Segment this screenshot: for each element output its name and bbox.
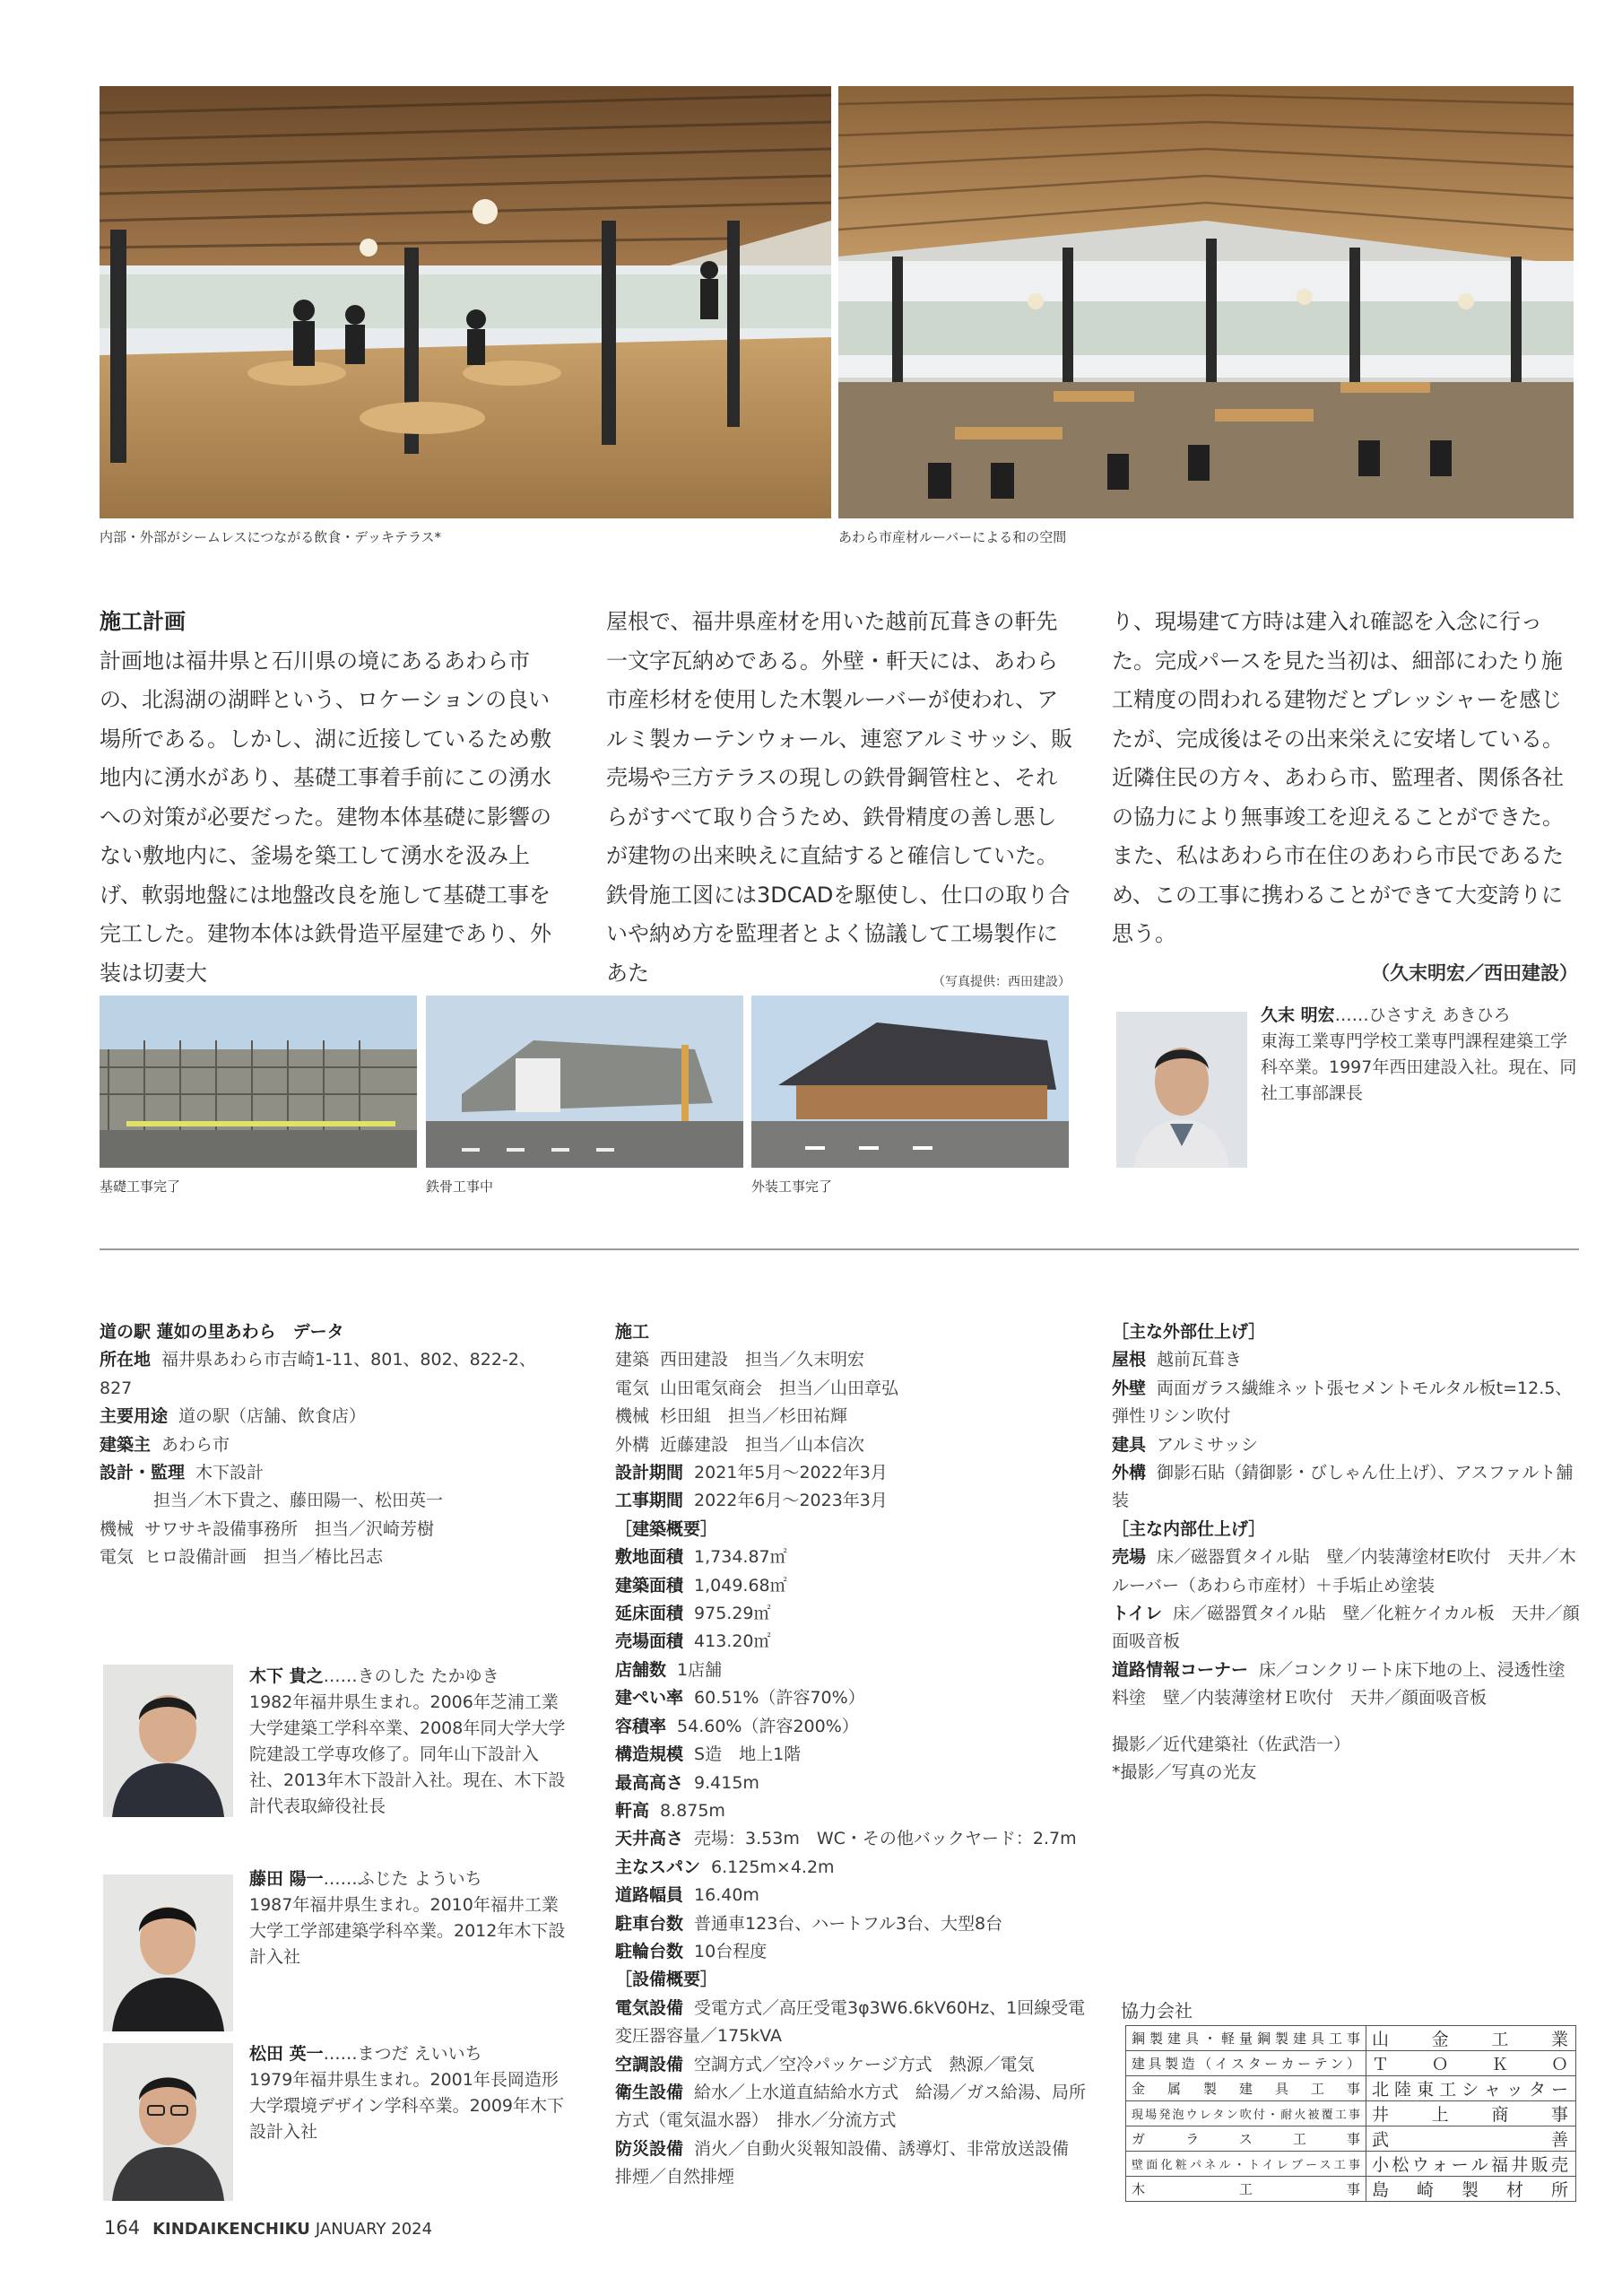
designer-kinoshita: [249, 1664, 570, 1820]
photo-credit-2: *撮影／写真の光友: [1112, 1762, 1257, 1783]
overview-value: 9.415m: [694, 1772, 759, 1793]
overview-key: 敷地面積: [615, 1547, 684, 1568]
exterior-key: 外壁: [1112, 1378, 1147, 1398]
magazine-name: KINDAIKENCHIKU: [152, 2220, 310, 2239]
equipment-heading: ［設備概要］: [615, 1970, 718, 1990]
author-reading: ……ひさすえ あきひろ: [1334, 1005, 1511, 1025]
overview-key: 店舗数: [615, 1659, 667, 1680]
page-number: 164: [104, 2217, 141, 2239]
table-row: [1126, 2177, 1576, 2202]
category-cell: ガラス工事: [1126, 2126, 1366, 2152]
table-row: [1126, 2152, 1576, 2177]
overview-heading: ［建築概要］: [615, 1518, 718, 1539]
overview-value: 54.60%（許容200%）: [677, 1716, 859, 1736]
design-staff: 担当／木下貴之、藤田陽一、松田英一: [153, 1491, 444, 1511]
interior-value: 床／磁器質タイル貼 壁／化粧ケイカル板 天井／顔面吸音板: [1112, 1604, 1580, 1652]
photo-steel-frame-work: [426, 996, 743, 1168]
designer-reading: ……きのした たかゆき: [323, 1666, 499, 1686]
design-value: 木下設計: [195, 1463, 265, 1483]
overview-key: 天井高さ: [615, 1829, 684, 1849]
overview-key: 最高高さ: [615, 1772, 684, 1793]
caption-japanese-space: あわら市産材ルーバーによる和の空間: [838, 529, 1067, 545]
company-cell: 北陸東工シャッター: [1366, 2076, 1576, 2101]
designer-name: 松田 英一: [249, 2044, 324, 2064]
overview-key: 容積率: [615, 1716, 667, 1736]
equipment-key: 衛生設備: [615, 2082, 684, 2102]
overview-key: 駐車台数: [615, 1913, 684, 1934]
article-paragraph-3a: り、現場建て方時は建入れ確認を入念に行った。完成パースを見た当初は、細部にわたり施工精度の問われる建物だとプレッシャーを感じたが、完成後はその出来栄えに安堵している。: [1112, 609, 1564, 752]
design-period: 2021年5月～2022年3月: [694, 1463, 888, 1483]
company-cell: 小松ウォール福井販売: [1366, 2152, 1576, 2177]
company-cell: 井上商事: [1366, 2101, 1576, 2126]
interior-key: 売場: [1112, 1547, 1147, 1568]
company-cell: 山金工業: [1366, 2026, 1576, 2051]
article-column-3: [1112, 603, 1578, 993]
overview-value: 975.29㎡: [694, 1604, 771, 1624]
article-column-2: [606, 603, 1074, 993]
overview-key: 延床面積: [615, 1604, 684, 1624]
cooperators-heading: 協力会社: [1121, 2000, 1193, 2022]
overview-value: 売場：3.53m WC・その他バックヤード：2.7m: [694, 1829, 1077, 1849]
design-label: 設計・監理: [100, 1463, 186, 1483]
company-cell: 島崎製材所: [1366, 2177, 1576, 2202]
designer-portrait-fujita: [103, 1874, 233, 2031]
construction-key: 建築: [615, 1350, 650, 1370]
article-signature: （久末明宏／西田建設）: [1371, 961, 1578, 984]
category-cell: 現場発泡ウレタン吹付・耐火被覆工事: [1126, 2101, 1366, 2126]
table-row: [1126, 2026, 1576, 2051]
photo-exterior-complete: [751, 996, 1069, 1168]
photo-dining-deck-terrace: [100, 86, 831, 518]
data-middle-column: [615, 1318, 1103, 2192]
designer-reading: ……ふじた よういち: [323, 1869, 482, 1889]
mech-label: 機械: [100, 1518, 134, 1539]
category-cell: 壁面化粧パネル・トイレブース工事: [1126, 2152, 1366, 2177]
construction-value: 西田建設 担当／久末明宏: [660, 1350, 865, 1370]
designer-bio: 1982年福井県生まれ。2006年芝浦工業大学建築工学科卒業、2008年同大学大学院建設工学専攻修了。同年山下設計入社、2013年木下設計入社。現在、木下設計代表取締役社長: [249, 1692, 566, 1816]
overview-key: 売場面積: [615, 1631, 684, 1652]
author-bio: 東海工業専門学校工業専門課程建築工学科卒業。1997年西田建設入社。現在、同社工事部課長: [1261, 1031, 1577, 1103]
exterior-value: 越前瓦葺き: [1157, 1350, 1243, 1370]
data-right-column: [1112, 1318, 1580, 1787]
designer-reading: ……まつだ えいいち: [323, 2044, 482, 2064]
mech-value: サワサキ設備事務所 担当／沢崎芳樹: [144, 1518, 435, 1539]
overview-value: 1店舗: [677, 1659, 723, 1680]
overview-key: 建ぺい率: [615, 1688, 684, 1709]
author-portrait: [1116, 1012, 1247, 1168]
location-label: 所在地: [100, 1350, 152, 1370]
designer-name: 藤田 陽一: [249, 1869, 324, 1889]
table-row: [1126, 2076, 1576, 2101]
designer-portrait-kinoshita: [103, 1665, 233, 1817]
designer-portrait-matsuda: [103, 2043, 233, 2201]
overview-key: 道路幅員: [615, 1885, 684, 1906]
overview-value: 10台程度: [694, 1941, 768, 1961]
article-column-1: [100, 603, 568, 993]
interior-value: 床／コンクリート床下地の上、浸透性塗料塗 壁／内装薄塗材Ｅ吹付 天井／顔面吸音板: [1112, 1659, 1566, 1709]
designer-name: 木下 貴之: [249, 1666, 324, 1686]
construction-value: 近藤建設 担当／山本信次: [660, 1434, 865, 1455]
overview-value: 60.51%（許容70%）: [694, 1688, 865, 1709]
caption-dining-deck: 内部・外部がシームレスにつながる飲食・デッキテラス*: [100, 529, 442, 545]
exterior-heading: ［主な外部仕上げ］: [1112, 1322, 1266, 1342]
construction-key: 電気: [615, 1378, 650, 1398]
category-cell: 鋼製建具・軽量鋼製建具工事: [1126, 2026, 1366, 2051]
designer-bio: 1987年福井県生まれ。2010年福井工業大学工学部建築学科卒業。2012年木下設計入社: [249, 1895, 566, 1967]
exterior-key: 外構: [1112, 1463, 1147, 1483]
construction-heading: 施工: [615, 1322, 650, 1342]
equipment-key: 電気設備: [615, 1997, 684, 2018]
overview-value: S造 地上1階: [694, 1744, 802, 1765]
exterior-key: 屋根: [1112, 1350, 1147, 1370]
design-period-label: 設計期間: [615, 1463, 684, 1483]
exterior-value: アルミサッシ: [1157, 1434, 1258, 1455]
construction-period-label: 工事期間: [615, 1491, 684, 1511]
exterior-value: 御影石貼（錆御影・びしゃん仕上げ）、アスファルト舗装: [1112, 1463, 1574, 1511]
article-paragraph-3b: 近隣住民の方々、あわら市、監理者、関係各社の協力により無事竣工を迎えることができた。また、私はあわら市在住のあわら市民であるため、この工事に携わることができて大変誇りに思う。: [1112, 765, 1564, 946]
overview-value: 1,734.87㎡: [694, 1547, 787, 1568]
category-cell: 木工事: [1126, 2177, 1366, 2202]
construction-value: 杉田組 担当／杉田祐輝: [660, 1406, 848, 1427]
author-profile: [1261, 1003, 1579, 1107]
overview-value: 普通車123台、ハートフル3台、大型8台: [694, 1913, 1003, 1934]
section-heading: 施工計画: [100, 609, 186, 634]
location-value: 福井県あわら市吉崎1-11、801、802、822-2、827: [100, 1350, 536, 1398]
cooperators-table: [1125, 2025, 1576, 2202]
construction-value: 山田電気商会 担当／山田章弘: [660, 1378, 899, 1398]
overview-key: 軒高: [615, 1800, 650, 1821]
data-left-column: [100, 1318, 566, 1572]
elec-label: 電気: [100, 1547, 134, 1568]
caption-foundation-complete: 基礎工事完了: [100, 1178, 181, 1195]
equipment-value: 消火／自動火災報知設備、誘導灯、非常放送設備 排煙／自然排煙: [615, 2138, 1087, 2187]
table-row: [1126, 2101, 1576, 2126]
overview-key: 駐輪台数: [615, 1941, 684, 1961]
photo-foundation-complete: [100, 996, 417, 1168]
issue-date: JANUARY 2024: [315, 2220, 433, 2239]
overview-value: 16.40m: [694, 1885, 759, 1906]
author-name: 久末 明宏: [1261, 1005, 1335, 1025]
construction-key: 機械: [615, 1406, 650, 1427]
divider-rule: [100, 1248, 1579, 1250]
article-paragraph-2: 屋根で、福井県産材を用いた越前瓦葺きの軒先一文字瓦納めである。外壁・軒天には、あわら市産杉材を使用した木製ルーバーが使われ、アルミ製カーテンウォール、連窓アルミサッシ、販売場や三方テラスの現しの鉄骨鋼管柱と、それらがすべて取り合うため、鉄骨精度の善し悪しが建物の出来映えに直結すると確信していた。鉄骨施工図には3DCADを駆使し、仕口の取り合いや納め方を監理者とよく協議して工場製作にあた: [606, 609, 1073, 986]
use-label: 主要用途: [100, 1406, 169, 1427]
equipment-value: 受電方式／高圧受電3φ3W6.6kV60Hz、1回線受電 変圧器容量／175kVA: [615, 1997, 1103, 2047]
designer-bio: 1979年福井県生まれ。2001年長岡造形大学環境デザイン学科卒業。2009年木下設計入社: [249, 2070, 565, 2142]
company-cell: ＴＯＫＯ: [1366, 2051, 1576, 2076]
category-cell: 金属製建具工事: [1126, 2076, 1366, 2101]
photo-japanese-space-louvers: [838, 86, 1574, 518]
category-cell: 建具製造（イスターカーテン）: [1126, 2051, 1366, 2076]
overview-key: 主なスパン: [615, 1857, 701, 1877]
interior-heading: ［主な内部仕上げ］: [1112, 1518, 1266, 1539]
owner-label: 建築主: [100, 1434, 152, 1455]
interior-value: 床／磁器質タイル貼 壁／内装薄塗材E吹付 天井／木ルーバー（あわら市産材）＋手垢止め塗装: [1112, 1547, 1576, 1596]
overview-value: 8.875m: [660, 1800, 725, 1821]
overview-value: 413.20㎡: [694, 1631, 771, 1652]
photo-credit-1: 撮影／近代建築社（佐武浩一）: [1112, 1734, 1351, 1754]
equipment-value: 給水／上水道直結給水方式 給湯／ガス給湯、局所方式（電気温水器） 排水／分流方式: [615, 2082, 1087, 2131]
exterior-value: 両面ガラス繊維ネット張セメントモルタル板t=12.5、弾性リシン吹付: [1112, 1378, 1573, 1427]
table-row: [1126, 2051, 1576, 2076]
designer-matsuda: [249, 2041, 570, 2145]
progress-photo-credit: （写真提供：西田建設）: [932, 975, 1071, 989]
use-value: 道の駅（店舗、飲食店）: [178, 1406, 367, 1427]
overview-value: 6.125m×4.2m: [711, 1857, 835, 1877]
owner-value: あわら市: [161, 1434, 230, 1455]
caption-steel-frame-work: 鉄骨工事中: [426, 1178, 494, 1195]
designer-fujita: [249, 1866, 570, 1970]
data-title: 道の駅 蓮如の里あわら データ: [100, 1322, 344, 1342]
overview-value: 1,049.68㎡: [694, 1575, 787, 1596]
interior-key: トイレ: [1112, 1604, 1163, 1624]
exterior-key: 建具: [1112, 1434, 1147, 1455]
equipment-value: 空調方式／空冷パッケージ方式 熱源／電気: [694, 2054, 1035, 2074]
page-footer: [104, 2217, 432, 2239]
interior-key: 道路情報コーナー: [1112, 1659, 1249, 1680]
company-cell: 武善: [1366, 2126, 1576, 2152]
table-row: [1126, 2126, 1576, 2152]
equipment-key: 防災設備: [615, 2138, 684, 2159]
overview-key: 建築面積: [615, 1575, 684, 1596]
equipment-key: 空調設備: [615, 2054, 684, 2074]
construction-period: 2022年6月～2023年3月: [694, 1491, 888, 1511]
elec-value: ヒロ設備計画 担当／椿比呂志: [144, 1547, 384, 1568]
construction-key: 外構: [615, 1434, 650, 1455]
article-paragraph-1: 計画地は福井県と石川県の境にあるあわら市の、北潟湖の湖畔という、ロケーションの良い場所である。しかし、湖に近接しているため敷地内に湧水があり、基礎工事着手前にこの湧水への対策が必要だった。建物本体基礎に影響のない敷地内に、釜場を築工して湧水を汲み上げ、軟弱地盤には地盤改良を施して基礎工事を完工した。建物本体は鉄骨造平屋建であり、外装は切妻大: [100, 648, 551, 986]
caption-exterior-complete: 外装工事完了: [751, 1178, 833, 1195]
overview-key: 構造規模: [615, 1744, 684, 1765]
